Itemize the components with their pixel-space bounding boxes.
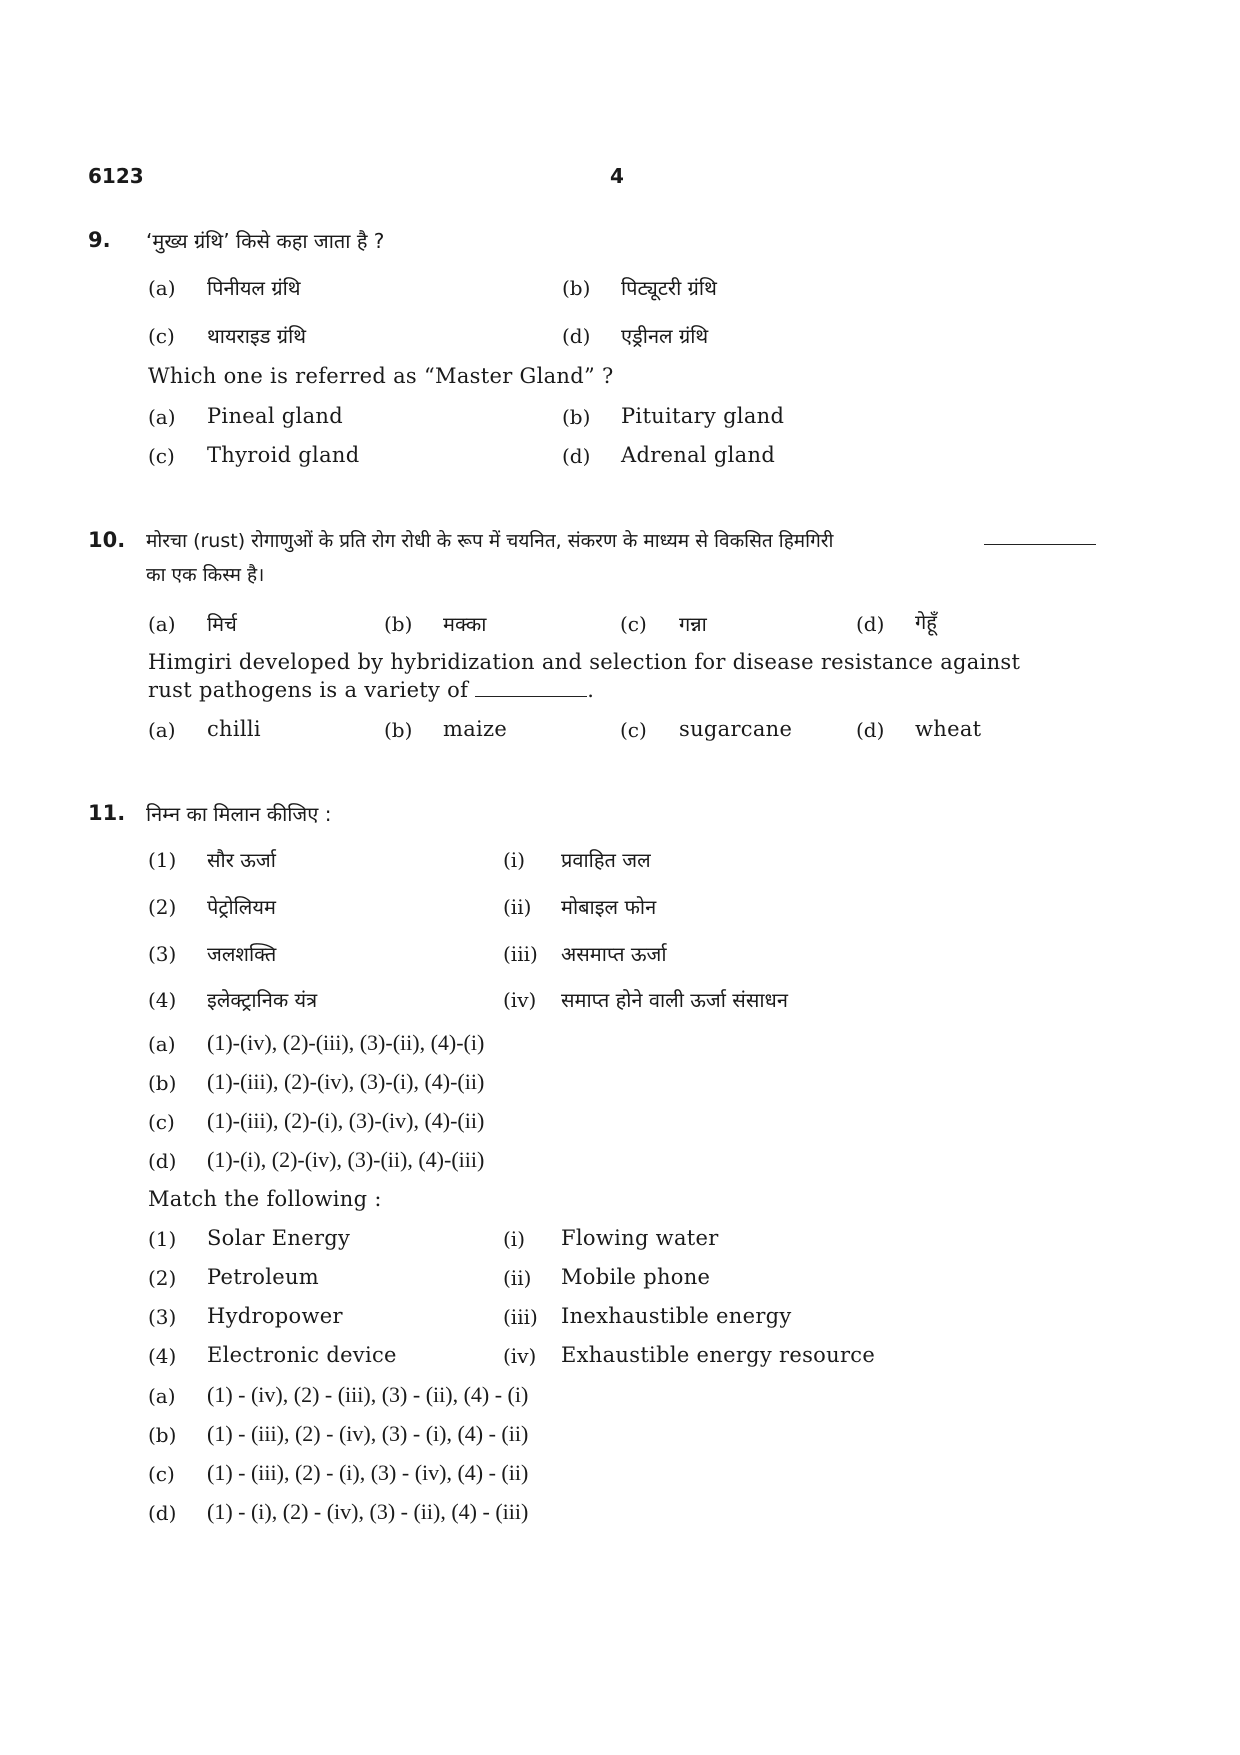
- question-10-hindi-line1: मोरचा (rust) रोगाणुओं के प्रति रोग रोधी के रूप में चयनित, संकरण के माध्यम से विकसित हिमगिरी: [146, 530, 834, 552]
- q10-en-line2-end: .: [587, 678, 595, 702]
- q9-en-option-c: Thyroid gland: [207, 443, 360, 467]
- q9-hi-option-d: एड्रीनल ग्रंथि: [621, 324, 709, 348]
- q11-hi-right-1: प्रवाहित जल: [561, 848, 651, 872]
- q11-hi-right-2: मोबाइल फोन: [561, 895, 657, 919]
- question-10-english-line1: Himgiri developed by hybridization and selection for disease resistance against: [148, 650, 1021, 674]
- page-number: 4: [610, 164, 624, 188]
- q9-en-option-d-label: (d): [562, 444, 591, 468]
- q9-en-option-a: Pineal gland: [207, 404, 343, 428]
- q11-en-left-4: Electronic device: [207, 1343, 397, 1367]
- q10-hi-option-d: गेहूँ: [915, 610, 937, 634]
- q11-hi-left-4-label: (4): [148, 988, 177, 1012]
- q11-en-answer-c: (1) - (iii), (2) - (i), (3) - (iv), (4) - (ii): [207, 1460, 529, 1485]
- q9-hi-option-a: पिनीयल ग्रंथि: [207, 276, 301, 300]
- q11-hi-left-4: इलेक्ट्रानिक यंत्र: [207, 988, 318, 1012]
- q9-hi-option-b: पिट्यूटरी ग्रंथि: [621, 276, 717, 300]
- q11-hi-answer-c: (1)-(iii), (2)-(i), (3)-(iv), (4)-(ii): [207, 1108, 485, 1133]
- q11-en-answer-d-label: (d): [148, 1501, 177, 1525]
- paper-code: 6123: [88, 164, 144, 188]
- q11-hi-right-3-label: (iii): [503, 942, 538, 966]
- q10-hi-option-b-label: (b): [384, 612, 413, 636]
- question-9-hindi-text: ‘मुख्य ग्रंथि’ किसे कहा जाता है ?: [146, 229, 385, 253]
- question-9-number: 9.: [88, 228, 111, 252]
- q9-hi-option-c-label: (c): [148, 324, 175, 348]
- question-10-number: 10.: [88, 528, 126, 552]
- question-10-hindi-line2: का एक किस्म है।: [146, 564, 265, 586]
- q10-hi-option-d-label: (d): [856, 612, 885, 636]
- q11-en-left-3-label: (3): [148, 1305, 177, 1329]
- q9-hi-option-b-label: (b): [562, 276, 591, 300]
- q11-en-left-4-label: (4): [148, 1344, 177, 1368]
- question-10-english-line2: [148, 678, 594, 702]
- q11-hi-answer-d-label: (d): [148, 1149, 177, 1173]
- q10-hi-option-a-label: (a): [148, 612, 176, 636]
- q11-en-answer-b: (1) - (iii), (2) - (iv), (3) - (i), (4) - (ii): [207, 1421, 529, 1446]
- q9-en-option-b: Pituitary gland: [621, 404, 785, 428]
- q10-en-option-b: maize: [443, 717, 508, 741]
- q10-en-option-c: sugarcane: [679, 717, 793, 741]
- question-9-english-text: Which one is referred as “Master Gland” ?: [148, 364, 614, 388]
- q11-en-right-3: Inexhaustible energy: [561, 1304, 792, 1328]
- q11-en-right-2: Mobile phone: [561, 1265, 711, 1289]
- q11-en-left-1-label: (1): [148, 1227, 177, 1251]
- q11-hi-answer-a-label: (a): [148, 1032, 176, 1056]
- q10-english-blank: [475, 678, 587, 697]
- q10-en-line2-text: rust pathogens is a variety of: [148, 678, 469, 702]
- q11-hi-right-4-label: (iv): [503, 988, 537, 1012]
- q11-en-right-1-label: (i): [503, 1227, 526, 1251]
- q11-en-answer-a-label: (a): [148, 1384, 176, 1408]
- q11-hi-left-1-label: (1): [148, 848, 177, 872]
- q10-en-option-d-label: (d): [856, 718, 885, 742]
- q9-hi-option-d-label: (d): [562, 324, 591, 348]
- q11-en-right-4-label: (iv): [503, 1344, 537, 1368]
- q11-hi-left-1: सौर ऊर्जा: [207, 848, 276, 872]
- q11-hi-right-2-label: (ii): [503, 895, 532, 919]
- q9-hi-option-c: थायराइड ग्रंथि: [207, 324, 307, 348]
- q10-hi-option-a: मिर्च: [207, 612, 237, 636]
- q11-hi-left-3: जलशक्ति: [207, 942, 277, 966]
- q9-en-option-c-label: (c): [148, 444, 175, 468]
- q11-en-right-2-label: (ii): [503, 1266, 532, 1290]
- q9-hi-option-a-label: (a): [148, 276, 176, 300]
- q11-en-left-2-label: (2): [148, 1266, 177, 1290]
- q11-hi-right-4: समाप्त होने वाली ऊर्जा संसाधन: [561, 988, 788, 1012]
- q11-hi-answer-a: (1)-(iv), (2)-(iii), (3)-(ii), (4)-(i): [207, 1030, 485, 1055]
- q9-en-option-d: Adrenal gland: [621, 443, 776, 467]
- q9-en-option-b-label: (b): [562, 405, 591, 429]
- q10-hi-option-c: गन्ना: [679, 612, 707, 636]
- question-11-number: 11.: [88, 801, 126, 825]
- q11-en-answer-b-label: (b): [148, 1423, 177, 1447]
- q10-en-option-a-label: (a): [148, 718, 176, 742]
- q11-hi-answer-b: (1)-(iii), (2)-(iv), (3)-(i), (4)-(ii): [207, 1069, 485, 1094]
- question-11-hindi-text: निम्न का मिलान कीजिए :: [146, 802, 332, 826]
- q11-en-answer-a: (1) - (iv), (2) - (iii), (3) - (ii), (4) - (i): [207, 1382, 529, 1407]
- q11-hi-left-2: पेट्रोलियम: [207, 895, 276, 919]
- q11-hi-right-3: असमाप्त ऊर्जा: [561, 942, 667, 966]
- q10-hindi-blank: [984, 528, 1096, 549]
- q11-en-right-3-label: (iii): [503, 1305, 538, 1329]
- q11-hi-answer-c-label: (c): [148, 1110, 175, 1134]
- q11-hi-right-1-label: (i): [503, 848, 526, 872]
- question-11-english-text: Match the following :: [148, 1187, 382, 1211]
- q10-en-option-d: wheat: [915, 717, 982, 741]
- q9-en-option-a-label: (a): [148, 405, 176, 429]
- q11-en-right-1: Flowing water: [561, 1226, 719, 1250]
- q11-hi-left-2-label: (2): [148, 895, 177, 919]
- q10-hi-option-b: मक्का: [443, 612, 487, 636]
- q11-en-left-3: Hydropower: [207, 1304, 343, 1328]
- q11-en-answer-d: (1) - (i), (2) - (iv), (3) - (ii), (4) - (iii): [207, 1499, 529, 1524]
- q11-en-right-4: Exhaustible energy resource: [561, 1343, 876, 1367]
- q11-en-answer-c-label: (c): [148, 1462, 175, 1486]
- q10-en-option-a: chilli: [207, 717, 261, 741]
- q10-en-option-b-label: (b): [384, 718, 413, 742]
- q10-hi-option-c-label: (c): [620, 612, 647, 636]
- q11-hi-answer-d: (1)-(i), (2)-(iv), (3)-(ii), (4)-(iii): [207, 1147, 485, 1172]
- q11-hi-left-3-label: (3): [148, 942, 177, 966]
- q11-en-left-1: Solar Energy: [207, 1226, 351, 1250]
- q10-en-option-c-label: (c): [620, 718, 647, 742]
- q11-en-left-2: Petroleum: [207, 1265, 320, 1289]
- q11-hi-answer-b-label: (b): [148, 1071, 177, 1095]
